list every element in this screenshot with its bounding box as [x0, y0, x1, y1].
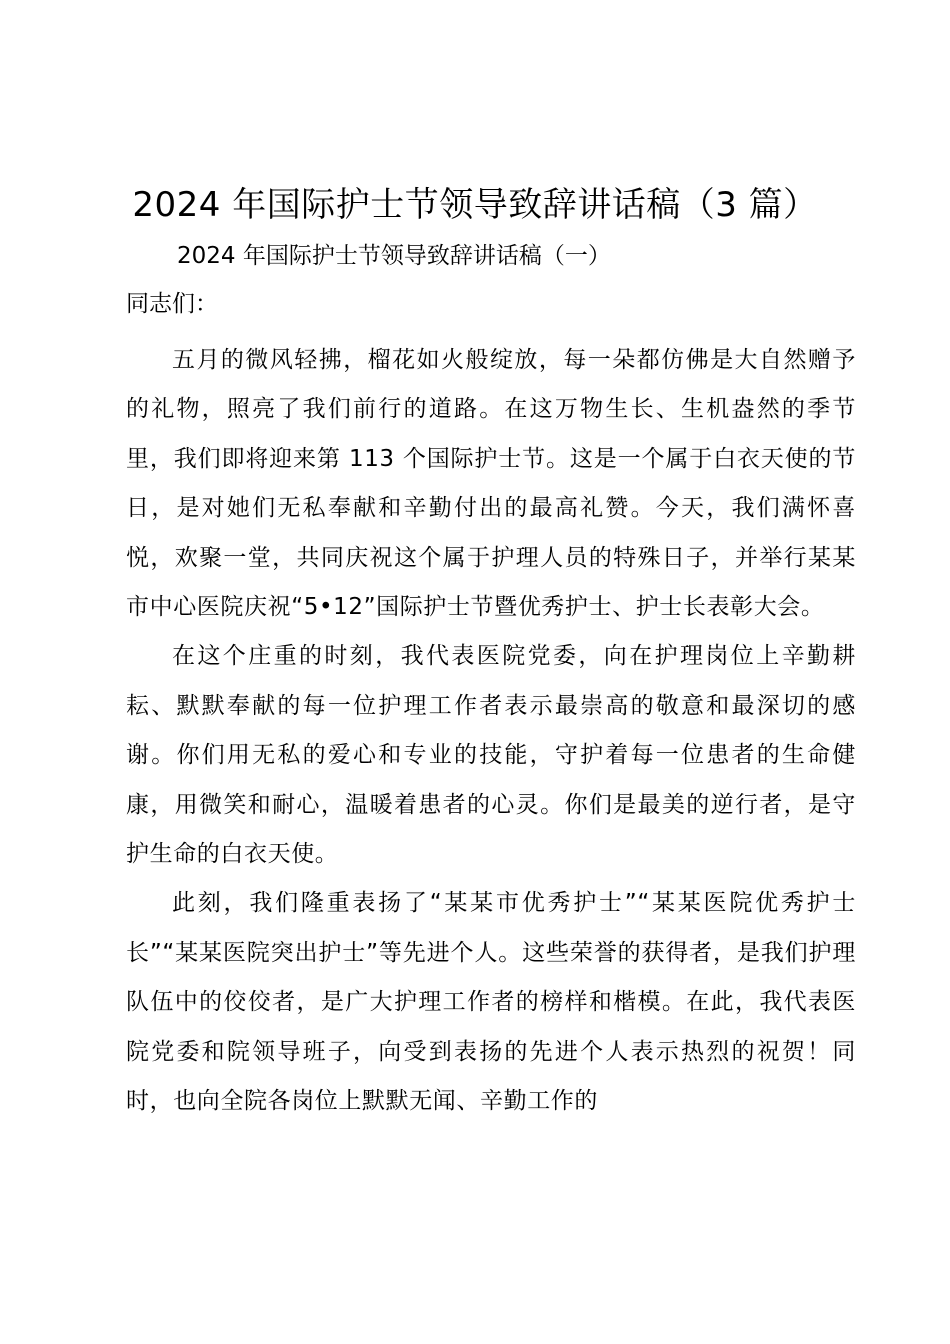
document-title: 2024 年国际护士节领导致辞讲话稿（3 篇）	[132, 185, 818, 225]
body-text	[126, 336, 856, 1127]
salutation: 同志们：	[126, 291, 218, 317]
paragraph: 此刻，我们隆重表扬了“某某市优秀护士”“某某医院优秀护士长”“某某医院突出护士”等先进个人。这些荣誉的获得者，是我们护理队伍中的佼佼者，是广大护理工作者的榜样和楷模。在此，我代表医院党委和院领导班子，向受到表扬的先进个人表示热烈的祝贺！同时，也向全院各岗位上默默无闻、辛勤工作的	[126, 890, 856, 1115]
paragraph: 五月的微风轻拂，榴花如火般绽放，每一朵都仿佛是大自然赠予的礼物，照亮了我们前行的道路。在这万物生长、生机盎然的季节里，我们即将迎来第 113 个国际护士节。这是一个属于白衣天使的节日，是对她们无私奉献和辛勤付出的最高礼赞。今天，我们满怀喜悦，欢聚一堂，共同庆祝这个属于护理人员的特殊日子，并举行某某市中心医院庆祝“5•12”国际护士节暨优秀护士、护士长表彰大会。	[126, 347, 856, 621]
section-subtitle: 2024 年国际护士节领导致辞讲话稿（一）	[177, 243, 611, 269]
paragraph: 在这个庄重的时刻，我代表医院党委，向在护理岗位上辛勤耕耘、默默奉献的每一位护理工作者表示最崇高的敬意和最深切的感谢。你们用无私的爱心和专业的技能，守护着每一位患者的生命健康，用微笑和耐心，温暖着患者的心灵。你们是最美的逆行者，是守护生命的白衣天使。	[126, 643, 856, 868]
